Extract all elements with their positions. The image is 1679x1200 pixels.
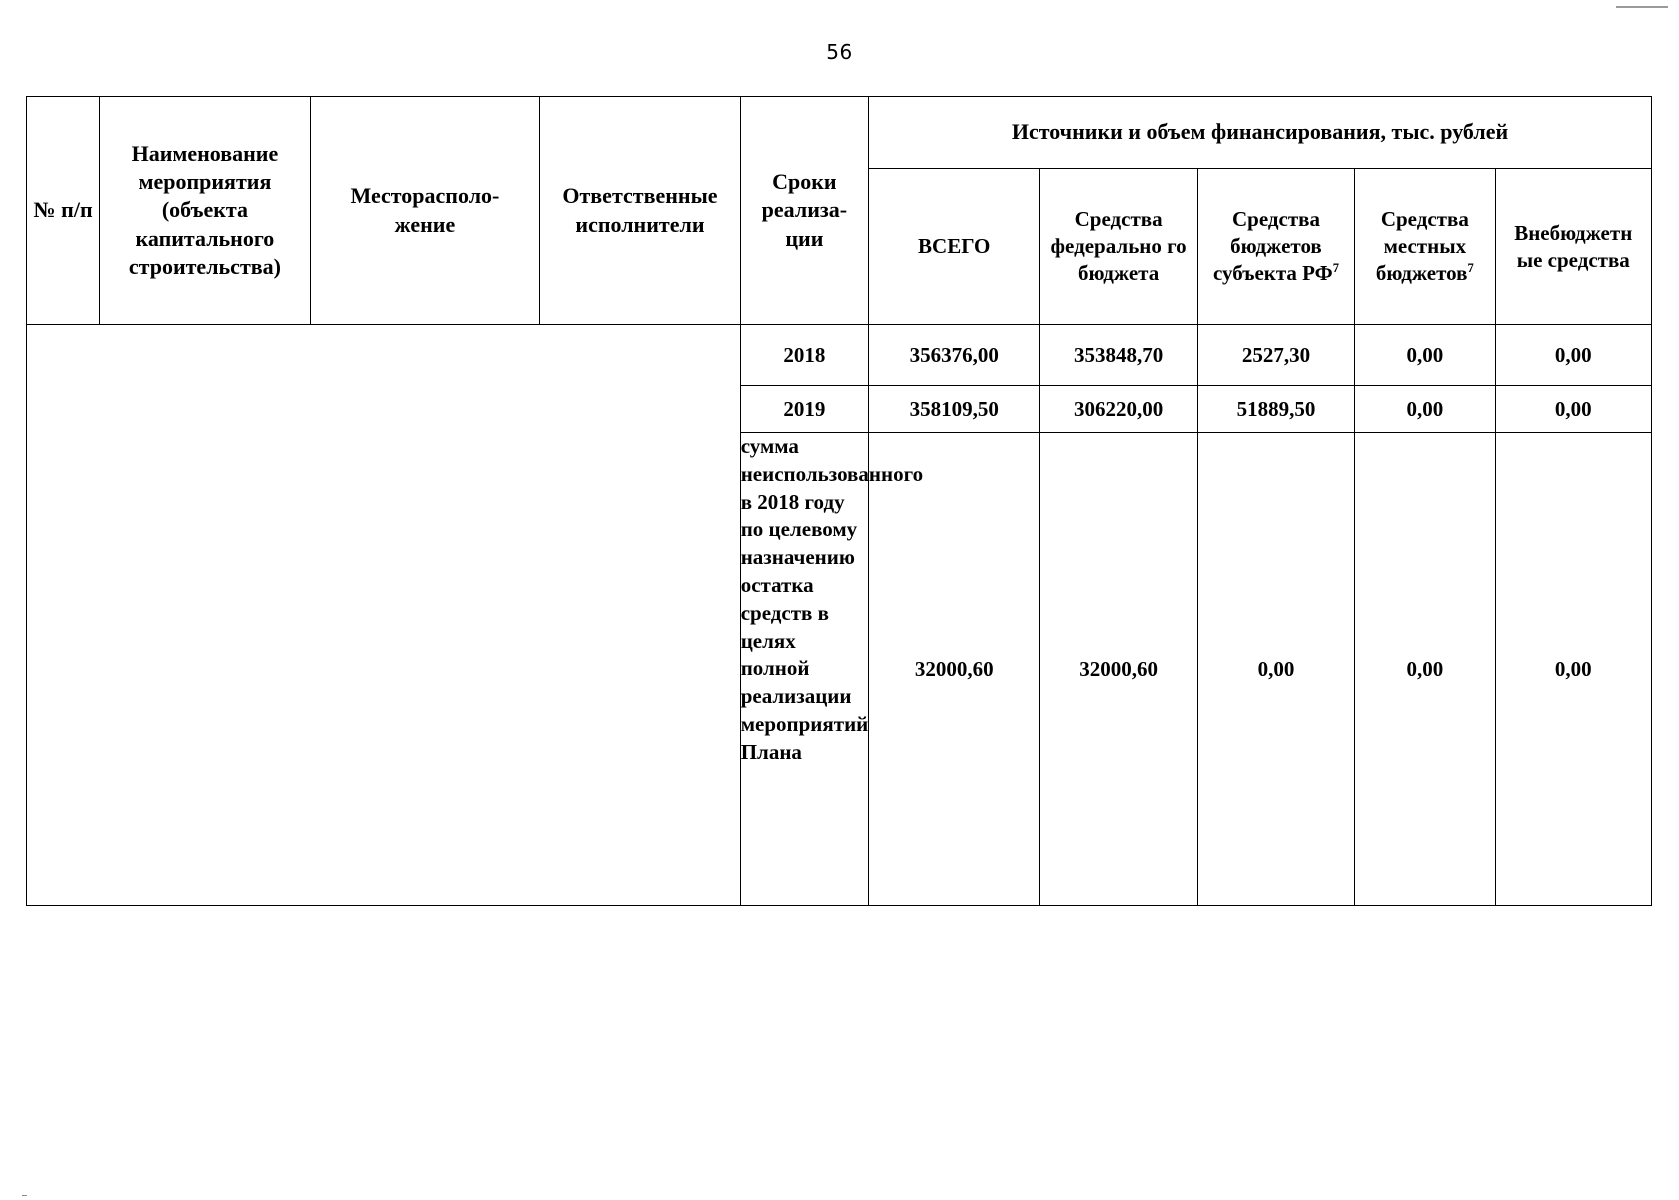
cell-extra: 0,00	[1495, 325, 1652, 386]
merged-empty-cell	[27, 325, 741, 906]
header-num-label: № п/п	[33, 197, 93, 223]
header-responsible-label: Ответственные исполнители	[562, 183, 718, 237]
header-total-label: ВСЕГО	[918, 234, 991, 259]
cell-total: 358109,50	[869, 386, 1040, 433]
header-local	[1355, 169, 1495, 325]
header-sources-group	[869, 97, 1652, 169]
cell-term: 2018	[740, 325, 868, 386]
table-header	[27, 97, 1652, 325]
header-name-label: Наименование мероприятия (объекта капитального строительства)	[128, 141, 281, 279]
header-location	[310, 97, 540, 325]
header-total	[869, 169, 1040, 325]
header-subject	[1197, 169, 1354, 325]
cell-federal: 306220,00	[1040, 386, 1197, 433]
cell-local: 0,00	[1355, 325, 1495, 386]
header-federal	[1040, 169, 1197, 325]
header-local-text: Средства местных бюджетов	[1375, 207, 1469, 285]
header-term-label: Сроки реализа-ции	[761, 169, 848, 251]
cell-total: 32000,60	[869, 433, 1040, 906]
cell-federal: 32000,60	[1040, 433, 1197, 906]
header-num	[27, 97, 100, 325]
header-location-label: Месторасполо-жение	[350, 183, 500, 237]
cell-federal: 353848,70	[1040, 325, 1197, 386]
header-extra-label: Внебюджетн ые средства	[1514, 220, 1633, 272]
cell-term-description: сумма неиспользованного в 2018 году по целевому назначению остатка средств в целях полной реализации мероприятий Плана	[740, 433, 868, 906]
cell-extra: 0,00	[1495, 386, 1652, 433]
page-number: 56	[826, 40, 853, 64]
header-name	[100, 97, 311, 325]
cell-extra: 0,00	[1495, 433, 1652, 906]
cell-local: 0,00	[1355, 386, 1495, 433]
cell-total: 356376,00	[869, 325, 1040, 386]
header-subject-text: Средства бюджетов субъекта РФ	[1212, 207, 1333, 285]
header-local-label	[1355, 206, 1494, 287]
cell-term: 2019	[740, 386, 868, 433]
financing-table	[26, 96, 1652, 906]
header-extra	[1495, 169, 1652, 325]
cell-subject: 0,00	[1197, 433, 1354, 906]
header-subject-label	[1198, 206, 1354, 287]
cell-local: 0,00	[1355, 433, 1495, 906]
scan-edge-mark	[22, 1195, 27, 1196]
header-subject-footnote: 7	[1332, 260, 1339, 275]
table-body	[27, 325, 1652, 906]
header-federal-label: Средства федерально го бюджета	[1050, 207, 1187, 285]
header-responsible	[540, 97, 740, 325]
header-local-footnote: 7	[1467, 260, 1474, 275]
cell-subject: 51889,50	[1197, 386, 1354, 433]
scan-edge-mark	[1616, 6, 1668, 8]
cell-subject: 2527,30	[1197, 325, 1354, 386]
table-row	[27, 325, 1652, 386]
header-term	[740, 97, 868, 325]
header-sources-group-label: Источники и объем финансирования, тыс. рублей	[1011, 119, 1509, 145]
